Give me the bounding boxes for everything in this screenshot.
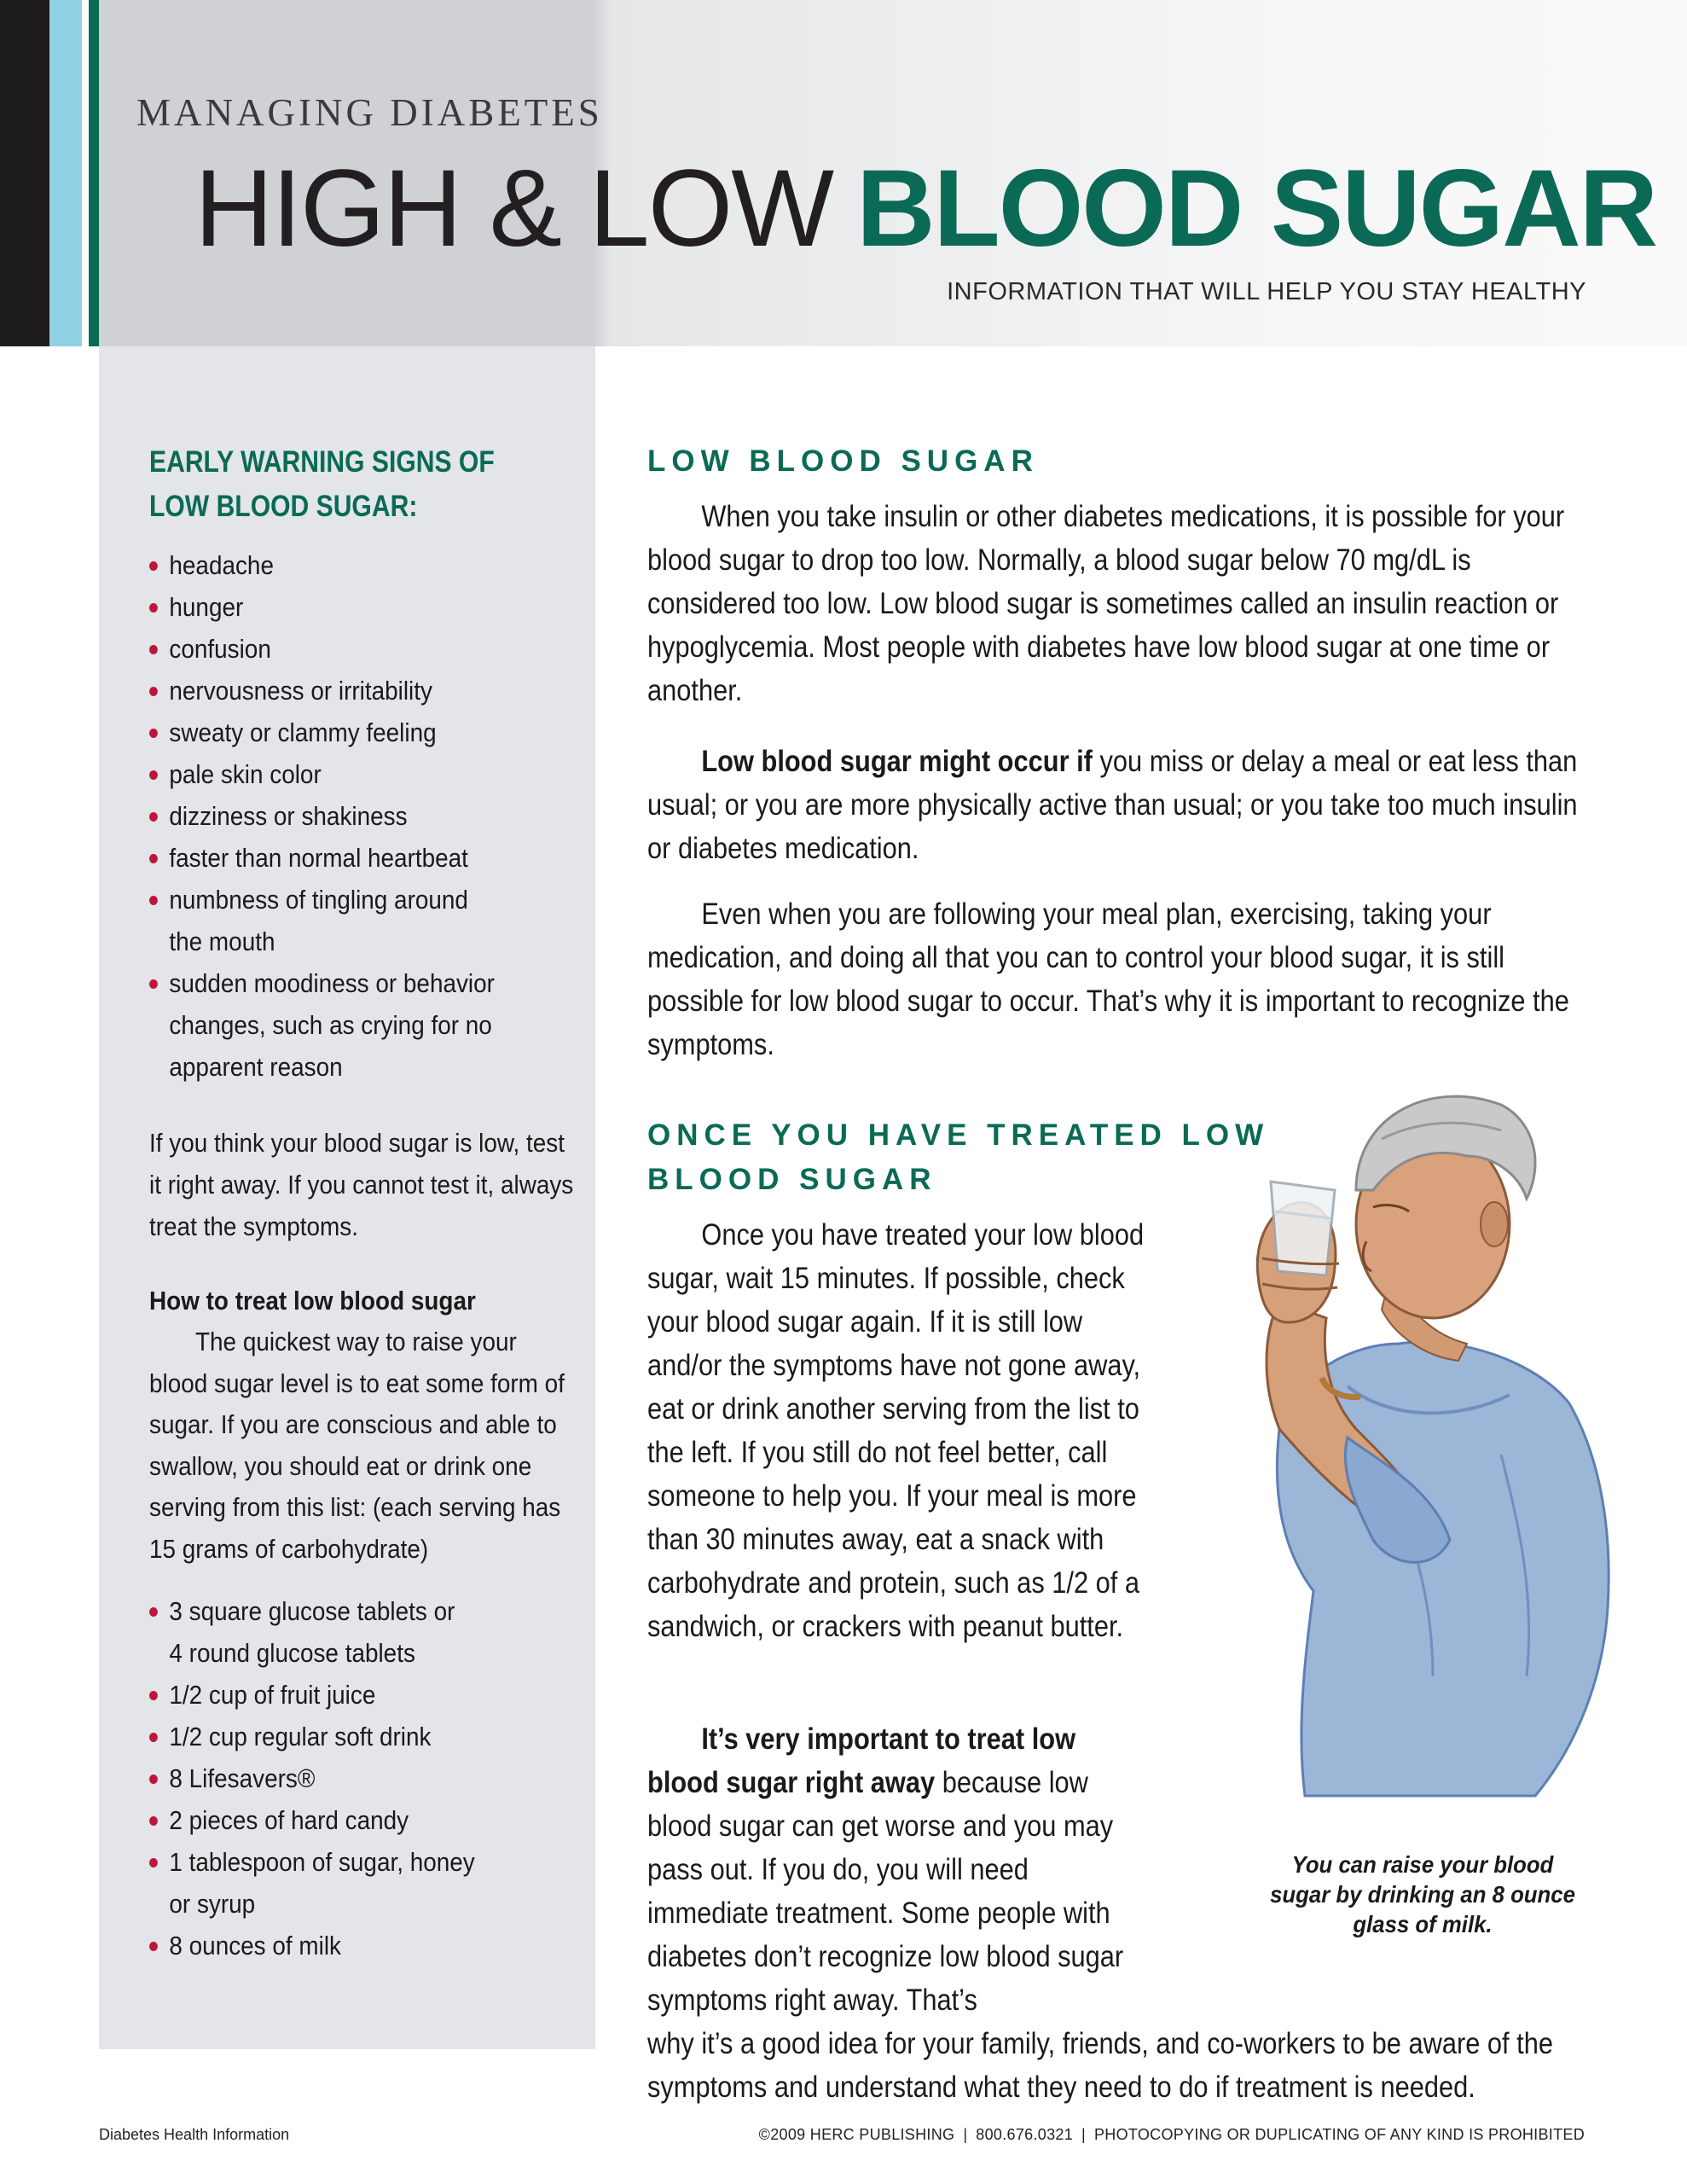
list-item-continuation	[149, 921, 548, 962]
paragraph-text: because low blood sugar can get worse and you may pass out. If you do, you will need immediate treatment. Some people with diabetes don’t recognize low blood sugar symptoms right away. That’s	[647, 1766, 1124, 2017]
list-item-text: 8 ounces of milk	[169, 1931, 341, 1960]
tagline: INFORMATION THAT WILL HELP YOU STAY HEALTHY	[947, 278, 1586, 305]
sidebar	[99, 346, 595, 2049]
list-item	[149, 1757, 548, 1799]
header-stripe-blue	[49, 0, 82, 346]
list-item	[149, 962, 548, 1004]
list-item-text: 4 round glucose tablets	[169, 1638, 415, 1668]
bullet-icon	[149, 561, 158, 571]
list-item	[149, 1799, 548, 1841]
sidebar-content	[149, 440, 593, 1966]
bullet-icon	[149, 979, 158, 989]
bullet-icon	[149, 729, 158, 738]
paragraph-text: you miss or delay a meal or eat less than usual; or you are more physically active than usual; or you take too much insulin or diabetes medication.	[647, 745, 1578, 865]
section-title-line1: ONCE YOU HAVE TREATED LOW	[647, 1118, 1270, 1152]
bullet-icon	[149, 770, 158, 780]
list-item-text: apparent reason	[169, 1052, 343, 1082]
footer-left-text: Diabetes Health Information	[99, 2126, 290, 2143]
series-kicker: MANAGING DIABETES	[136, 91, 603, 134]
list-item-text: nervousness or irritability	[169, 676, 432, 706]
bullet-icon	[149, 1942, 158, 1951]
list-item-text: 1/2 cup of fruit juice	[169, 1680, 376, 1710]
footer-separator: |	[963, 2126, 968, 2143]
low-blood-sugar-paragraph-3	[647, 892, 1589, 1066]
bullet-icon	[149, 1774, 158, 1784]
list-item-text: 8 Lifesavers®	[169, 1763, 316, 1793]
list-item-text: changes, such as crying for no	[169, 1010, 492, 1040]
bullet-icon	[149, 812, 158, 822]
list-item	[149, 837, 548, 879]
treated-paragraph-2	[647, 1717, 1145, 2022]
list-item	[149, 1925, 548, 1966]
title-bold: BLOOD SUGAR	[856, 148, 1657, 270]
footer-separator: |	[1081, 2126, 1086, 2143]
bullet-icon	[149, 1816, 158, 1826]
paragraph-bold-lead: Low blood sugar might occur if	[701, 745, 1093, 778]
low-blood-sugar-paragraph-2	[647, 740, 1589, 870]
bullet-icon	[149, 687, 158, 696]
list-item-continuation	[149, 1046, 548, 1088]
list-item	[149, 753, 548, 795]
footer-right-text	[759, 2126, 1585, 2144]
list-item-continuation	[149, 1632, 548, 1674]
list-item-text: numbness of tingling around	[169, 885, 468, 915]
section-title-once-treated	[647, 1113, 1269, 1202]
footer-phone: 800.676.0321	[976, 2126, 1074, 2143]
list-item-text: or syrup	[169, 1889, 256, 1919]
header-stripe-black	[0, 0, 49, 346]
paragraph-text: Once you have treated your low blood sugar, wait 15 minutes. If possible, check your blood sugar again. If it is still low and/or the symptoms have not gone away, eat or drink another serving from the list to the left. If you still do not feel better, call someone to help you. If your meal is more than 30 minutes away, eat a snack with carbohydrate and protein, such as 1/2 of a sandwich, or crackers with peanut butter.	[647, 1218, 1145, 1643]
section-title-line2: BLOOD SUGAR	[647, 1163, 937, 1196]
list-item-text: confusion	[169, 634, 271, 664]
section-title-low-blood-sugar: LOW BLOOD SUGAR	[647, 444, 1039, 478]
header-stripe-green	[89, 0, 99, 346]
treat-paragraph: The quickest way to raise your blood sugar level is to eat some form of sugar. If you are conscious and able to swallow, you should eat or drink one serving from this list: (each serving has 15 grams of carbohydrate)	[149, 1327, 565, 1564]
paragraph-text: When you take insulin or other diabetes medications, it is possible for your blood sugar to drop too low. Normally, a blood sugar below 70 mg/dL is considered too low. Low blood sugar is sometimes called an insulin reaction or hypoglycemia. Most people with diabetes have low blood sugar at one time or another.	[647, 500, 1565, 707]
man-drinking-milk-illustration	[1177, 1062, 1620, 1813]
treated-paragraph-2-tail: why it’s a good idea for your family, friends, and co-workers to be aware of the symptoms and understand what they need to do if treatment is needed.	[647, 2027, 1553, 2104]
list-item-text: pale skin color	[169, 759, 322, 789]
footer-notice: PHOTOCOPYING OR DUPLICATING OF ANY KIND IS PROHIBITED	[1094, 2126, 1585, 2143]
list-item-text: 2 pieces of hard candy	[169, 1805, 409, 1835]
list-item-text: sudden moodiness or behavior	[169, 968, 495, 998]
paragraph-bold-lead: It’s very important to treat low blood sugar right away	[647, 1722, 1076, 1799]
bullet-icon	[149, 1733, 158, 1742]
list-item-text: 1 tablespoon of sugar, honey	[169, 1847, 475, 1877]
footer-copyright: ©2009 HERC PUBLISHING	[758, 2126, 955, 2143]
list-item-text: the mouth	[169, 926, 275, 956]
bullet-icon	[149, 645, 158, 654]
bullet-icon	[149, 854, 158, 863]
illustration-svg	[1177, 1062, 1620, 1813]
servings-list	[149, 1590, 593, 1966]
list-item-text: dizziness or shakiness	[169, 801, 408, 831]
bullet-icon	[149, 603, 158, 613]
list-item	[149, 1716, 548, 1757]
list-item	[149, 1590, 548, 1632]
warning-heading-line2: LOW BLOOD SUGAR:	[149, 490, 418, 523]
warning-signs-list	[149, 544, 593, 1088]
list-item-continuation	[149, 1883, 548, 1925]
treat-heading: How to treat low blood sugar	[149, 1286, 476, 1316]
list-item-continuation	[149, 1004, 548, 1046]
bullet-icon	[149, 1858, 158, 1867]
title-light: HIGH & LOW	[194, 148, 833, 270]
bullet-icon	[149, 896, 158, 905]
list-item-text: 3 square glucose tablets or	[169, 1596, 455, 1626]
list-item	[149, 795, 548, 837]
test-paragraph: If you think your blood sugar is low, test it right away. If you cannot test it, always treat the symptoms.	[149, 1128, 574, 1241]
treated-paragraph-1	[647, 1213, 1145, 1648]
warning-heading	[149, 440, 530, 529]
list-item	[149, 1841, 548, 1883]
list-item-text: 1/2 cup regular soft drink	[169, 1722, 432, 1751]
illustration-caption: You can raise your blood sugar by drinking an 8 ounce glass of milk.	[1270, 1851, 1575, 1937]
list-item	[149, 1674, 548, 1716]
list-item-text: sweaty or clammy feeling	[169, 717, 437, 747]
low-blood-sugar-paragraph-1	[647, 495, 1589, 712]
list-item	[149, 628, 548, 670]
paragraph-text: Even when you are following your meal plan, exercising, taking your medication, and doing all that you can to control your blood sugar, it is still possible for low blood sugar to occur. That’s why it is important to recognize the symptoms.	[647, 897, 1569, 1061]
page-title	[194, 145, 1656, 273]
warning-heading-line1: EARLY WARNING SIGNS OF	[149, 445, 495, 479]
list-item-text: headache	[169, 550, 274, 580]
bullet-icon	[149, 1691, 158, 1700]
bullet-icon	[149, 1607, 158, 1617]
list-item	[149, 879, 548, 921]
list-item-text: hunger	[169, 592, 244, 622]
list-item	[149, 712, 548, 753]
list-item-text: faster than normal heartbeat	[169, 843, 468, 873]
list-item	[149, 544, 548, 586]
list-item	[149, 586, 548, 628]
list-item	[149, 670, 548, 712]
